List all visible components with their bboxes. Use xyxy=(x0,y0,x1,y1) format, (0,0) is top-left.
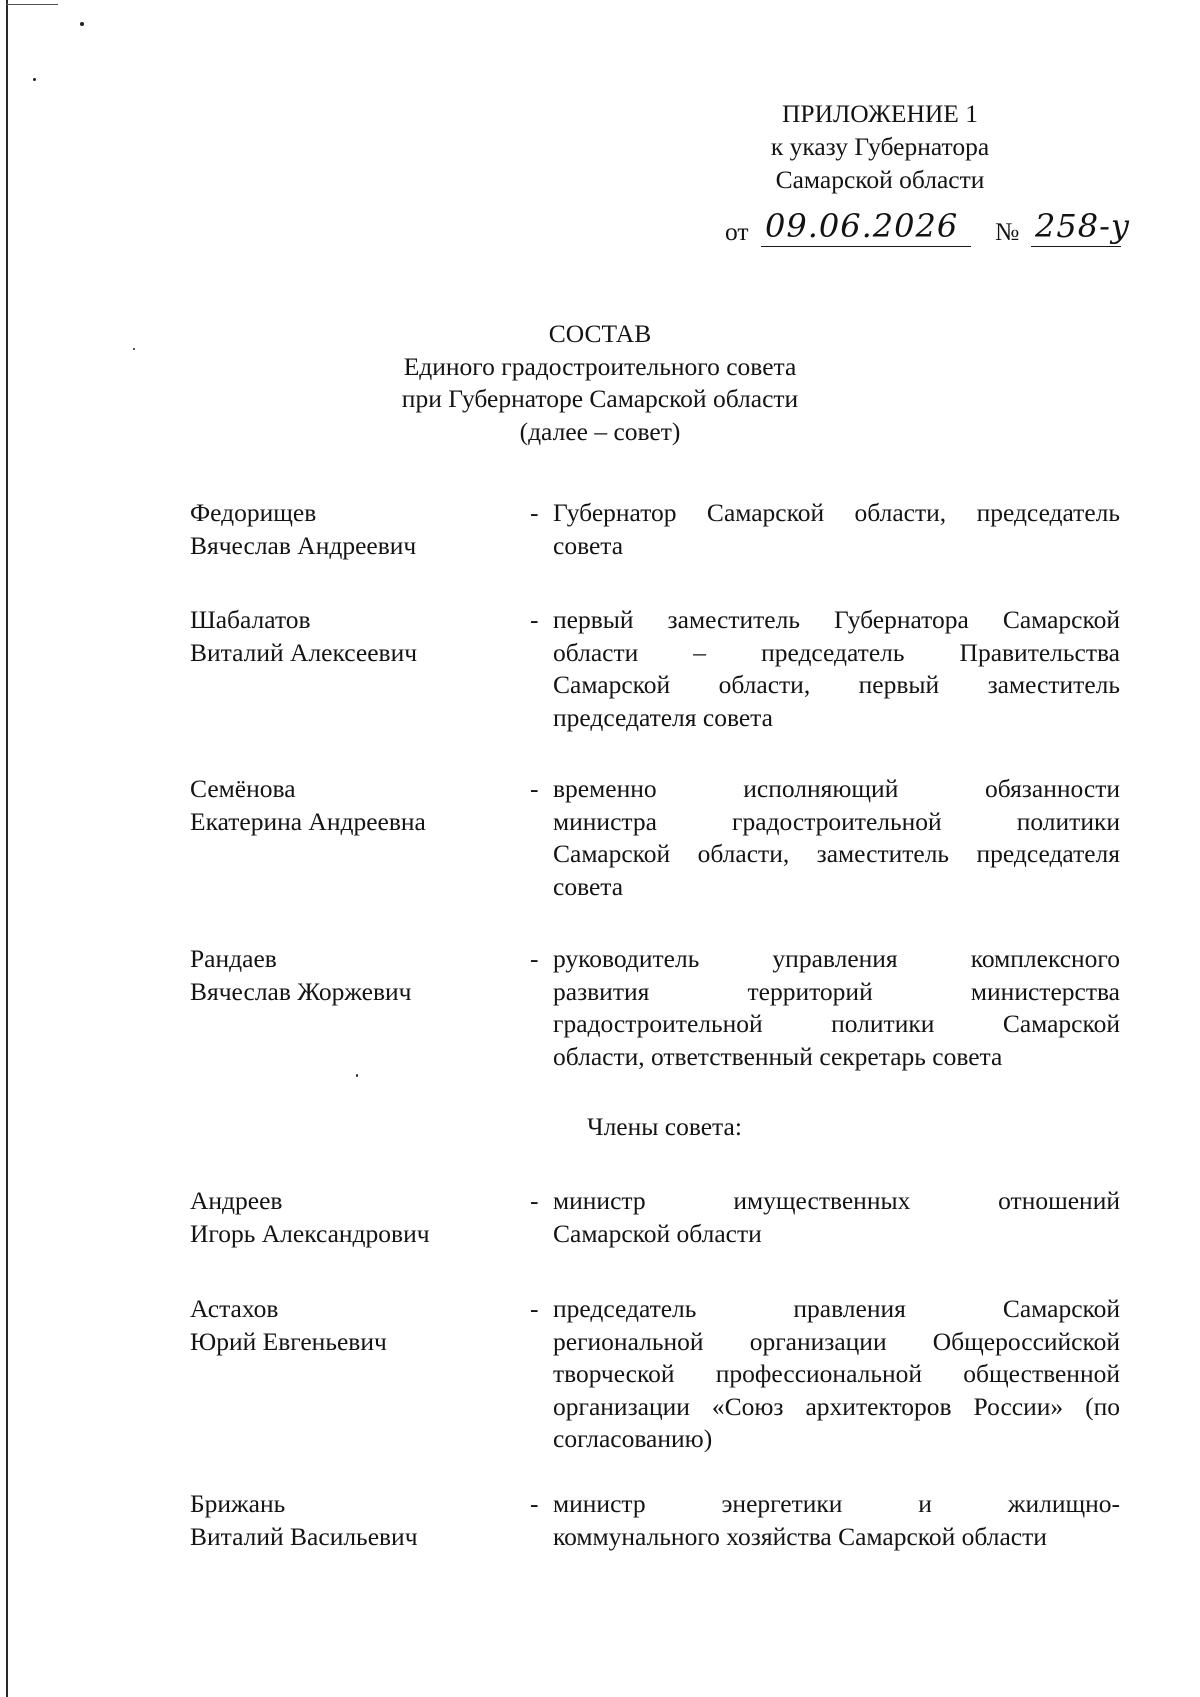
order-reference xyxy=(725,207,1131,253)
member-name xyxy=(190,1488,418,1553)
position-line: временно исполняющий обязанности xyxy=(553,774,1120,803)
member-given-names: Игорь Александрович xyxy=(190,1218,430,1248)
member-name xyxy=(190,497,416,562)
appendix-title: ПРИЛОЖЕНИЕ 1 xyxy=(781,99,979,128)
entry-dash: - xyxy=(530,1489,539,1518)
scan-edge-mark xyxy=(6,4,58,5)
member-surname: Семёнова xyxy=(190,774,296,803)
position-line: совета xyxy=(553,530,624,560)
scan-edge-line xyxy=(6,0,8,1697)
position-line: министр имущественных отношений xyxy=(553,1186,1120,1215)
member-given-names: Виталий Васильевич xyxy=(190,1521,418,1551)
appendix-line-2: к указу Губернатора xyxy=(770,132,990,161)
position-line: Самарской области xyxy=(553,1218,762,1248)
heading-line-3: при Губернаторе Самарской области xyxy=(401,384,799,413)
member-position xyxy=(553,1185,1120,1250)
position-line: области – председатель Правительства xyxy=(553,637,1120,667)
member-surname: Федорищев xyxy=(190,498,317,527)
appendix-line-3: Самарской области xyxy=(775,165,985,194)
position-line: совета xyxy=(553,871,624,901)
member-name xyxy=(190,773,426,838)
order-number-label: № xyxy=(995,217,1020,246)
member-name xyxy=(190,943,411,1008)
order-date-underline xyxy=(761,246,971,247)
position-line: развития территорий министерства xyxy=(553,976,1120,1006)
position-line: председателя совета xyxy=(553,702,773,732)
order-date-handwritten: 09.06.2026 xyxy=(765,207,959,245)
scan-speck xyxy=(80,22,84,26)
member-position xyxy=(553,1293,1120,1456)
order-number-handwritten: 258-у xyxy=(1035,207,1131,245)
member-surname: Шабалатов xyxy=(190,605,311,634)
scan-speck xyxy=(356,1074,358,1077)
member-given-names: Вячеслав Жоржевич xyxy=(190,976,412,1006)
member-position xyxy=(553,943,1120,1073)
member-surname: Рандаев xyxy=(190,944,277,973)
order-date-label: от xyxy=(725,217,749,246)
members-heading: Члены совета: xyxy=(587,1112,742,1141)
appendix-header xyxy=(720,97,1040,196)
member-name xyxy=(190,1185,430,1250)
entry-dash: - xyxy=(530,944,539,973)
position-line: председатель правления Самарской xyxy=(553,1294,1120,1323)
member-position xyxy=(553,1488,1120,1553)
position-line: градостроительной политики Самарской xyxy=(553,1009,1120,1038)
entry-dash: - xyxy=(530,774,539,803)
document-heading xyxy=(300,318,900,448)
member-name xyxy=(190,604,417,669)
position-line: региональной организации Общероссийской xyxy=(553,1326,1120,1356)
member-given-names: Виталий Алексеевич xyxy=(190,637,418,667)
member-surname: Астахов xyxy=(190,1294,279,1323)
entry-dash: - xyxy=(530,605,539,634)
member-position xyxy=(553,604,1120,734)
member-position xyxy=(553,497,1120,562)
position-line: коммунального хозяйства Самарской области xyxy=(553,1521,1047,1551)
heading-title: СОСТАВ xyxy=(548,319,652,348)
member-given-names: Юрий Евгеньевич xyxy=(190,1326,387,1356)
position-line: первый заместитель Губернатора Самарской xyxy=(553,605,1120,634)
position-line: министр энергетики и жилищно- xyxy=(553,1489,1120,1518)
member-surname: Андреев xyxy=(190,1186,283,1215)
position-line: области, ответственный секретарь совета xyxy=(553,1041,1003,1071)
position-line: руководитель управления комплексного xyxy=(553,944,1120,973)
entry-dash: - xyxy=(530,1294,539,1323)
position-line: министра градостроительной политики xyxy=(553,806,1120,836)
entry-dash: - xyxy=(530,498,539,527)
member-name xyxy=(190,1293,387,1358)
heading-line-2: Единого градостроительного совета xyxy=(403,351,797,381)
position-line: Губернатор Самарской области, председатель xyxy=(553,498,1120,527)
member-surname: Брижань xyxy=(190,1489,286,1518)
order-number-underline xyxy=(1031,246,1121,247)
member-given-names: Екатерина Андреевна xyxy=(190,806,426,836)
entry-dash: - xyxy=(530,1186,539,1215)
scan-speck xyxy=(33,78,36,81)
position-line: Самарской области, первый заместитель xyxy=(553,670,1120,699)
heading-line-4: (далее – совет) xyxy=(519,416,681,446)
position-line: Самарской области, заместитель председателя xyxy=(553,839,1120,868)
position-line: организации «Союз архитекторов России» (по xyxy=(553,1391,1120,1421)
member-given-names: Вячеслав Андреевич xyxy=(190,530,417,560)
position-line: творческой профессиональной общественной xyxy=(553,1359,1120,1388)
member-position xyxy=(553,773,1120,903)
position-line: согласованию) xyxy=(553,1424,713,1453)
scan-speck xyxy=(133,348,135,350)
